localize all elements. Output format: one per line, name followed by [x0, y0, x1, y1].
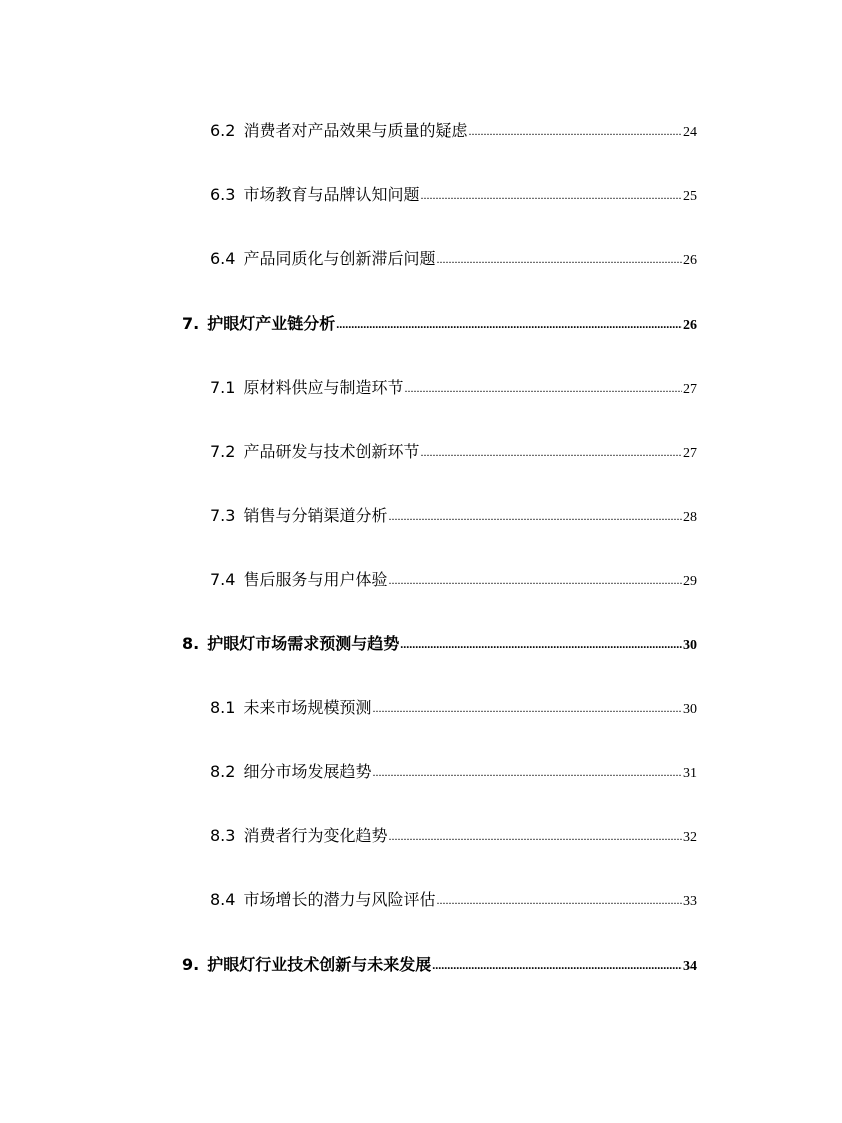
toc-entry-7-4[interactable]: [210, 567, 697, 591]
toc-entry-6-3[interactable]: [210, 182, 697, 206]
dot-leader: [400, 637, 682, 652]
toc-entry-title: 产品同质化与创新滞后问题: [243, 249, 436, 268]
toc-entry-page: 26: [683, 318, 697, 333]
toc-entry-title: 护眼灯市场需求预测与趋势: [207, 634, 400, 653]
toc-entry-page: 32: [683, 830, 697, 845]
toc-entry-number: 8.1: [210, 698, 236, 717]
toc-entry-7-3[interactable]: [210, 503, 697, 527]
toc-entry-page: 27: [683, 382, 697, 397]
toc-entry-title: 护眼灯行业技术创新与未来发展: [207, 955, 432, 974]
toc-entry-number: 7.3: [210, 506, 236, 525]
dot-leader: [420, 188, 682, 203]
toc-entry-6-4[interactable]: [210, 246, 697, 270]
toc-entry-title: 市场教育与品牌认知问题: [243, 185, 420, 204]
toc-entry-page: 33: [683, 894, 697, 909]
dot-leader: [432, 958, 682, 973]
toc-entry-number: 6.3: [210, 185, 236, 204]
dot-leader: [436, 893, 682, 908]
toc-entry-number: 7.: [182, 314, 200, 333]
toc-entry-7-1[interactable]: [210, 375, 697, 399]
toc-entry-8-1[interactable]: [210, 695, 697, 719]
toc-entry-7-2[interactable]: [210, 439, 697, 463]
dot-leader: [468, 124, 682, 139]
toc-entry-number: 8.: [182, 634, 200, 653]
toc-entry-title: 销售与分销渠道分析: [243, 506, 388, 525]
toc-entry-page: 26: [683, 253, 697, 268]
toc-entry-page: 30: [683, 638, 697, 653]
toc-entry-number: 9.: [182, 955, 200, 974]
dot-leader: [420, 445, 682, 460]
toc-entry-number: 8.3: [210, 826, 236, 845]
toc-entry-page: 34: [683, 959, 697, 974]
toc-entry-page: 25: [683, 189, 697, 204]
dot-leader: [372, 765, 682, 780]
toc-entry-page: 30: [683, 702, 697, 717]
toc-entry-number: 6.4: [210, 249, 236, 268]
toc-entry-title: 市场增长的潜力与风险评估: [243, 890, 436, 909]
dot-leader: [388, 573, 682, 588]
toc-entry-title: 原材料供应与制造环节: [243, 378, 404, 397]
toc-entry-number: 8.4: [210, 890, 236, 909]
dot-leader: [404, 381, 682, 396]
toc-entry-8[interactable]: [182, 631, 697, 655]
toc-entry-title: 细分市场发展趋势: [243, 762, 372, 781]
toc-entry-title: 消费者行为变化趋势: [243, 826, 388, 845]
toc-entry-number: 7.1: [210, 378, 236, 397]
dot-leader: [388, 509, 682, 524]
toc-entry-9[interactable]: [182, 952, 697, 976]
toc-entry-7[interactable]: [182, 311, 697, 335]
toc-entry-8-4[interactable]: [210, 887, 697, 911]
toc-entry-number: 8.2: [210, 762, 236, 781]
toc-entry-number: 7.2: [210, 442, 236, 461]
toc-entry-8-3[interactable]: [210, 823, 697, 847]
toc-entry-title: 护眼灯产业链分析: [207, 314, 336, 333]
toc-entry-title: 售后服务与用户体验: [243, 570, 388, 589]
toc-entry-title: 产品研发与技术创新环节: [243, 442, 420, 461]
toc-entry-title: 消费者对产品效果与质量的疑虑: [243, 121, 468, 140]
toc-entry-page: 29: [683, 574, 697, 589]
toc-entry-page: 28: [683, 510, 697, 525]
toc-entry-number: 7.4: [210, 570, 236, 589]
dot-leader: [436, 252, 682, 267]
toc-entry-8-2[interactable]: [210, 759, 697, 783]
toc-entry-title: 未来市场规模预测: [243, 698, 372, 717]
toc-entry-number: 6.2: [210, 121, 236, 140]
dot-leader: [388, 829, 682, 844]
toc-entry-page: 27: [683, 446, 697, 461]
toc-entry-page: 24: [683, 125, 697, 140]
dot-leader: [336, 317, 682, 332]
dot-leader: [372, 701, 682, 716]
toc-entry-page: 31: [683, 766, 697, 781]
toc-entry-6-2[interactable]: [210, 118, 697, 142]
